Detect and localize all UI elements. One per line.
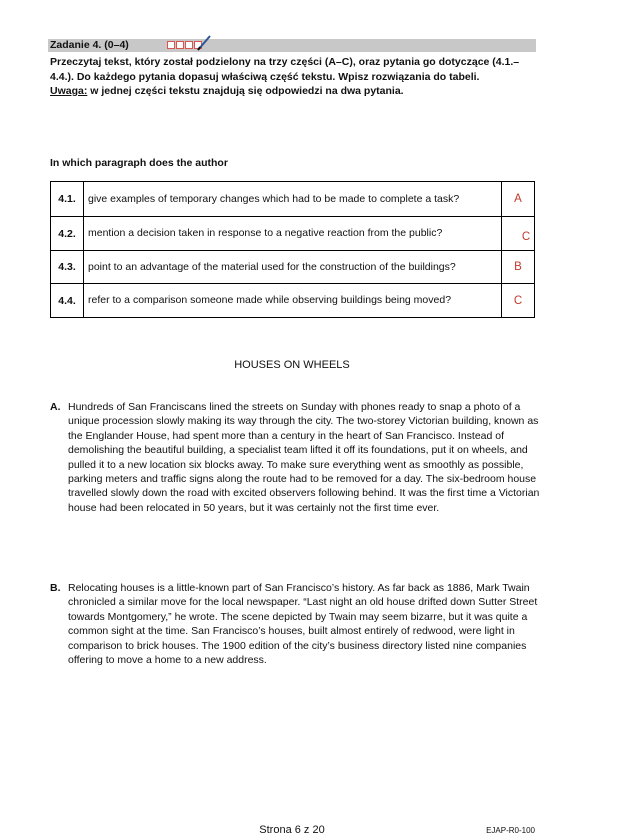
handwritten-answer: A (514, 193, 522, 205)
note-text: w jednej części tekstu znajdują się odpowiedzi na dwa pytania. (87, 85, 404, 97)
question-text: mention a decision taken in response to a negative reaction from the public? (84, 217, 502, 251)
paragraph-text: Relocating houses is a little-known part of San Francisco’s history. As far back as 1886, Mark Twain chronicled a similar move for the local newspaper. “Last night an old house drifted down Sutter Street towards Montgomery,” he wrote. The scene depicted by Twain may seem bizarre, but it was quite a common sight at the time. San Francisco’s houses, built almost entirely of redwood, were light in comparison to brick houses. The 1900 edition of the city’s business directory listed nine companies offering to move a home to a new address. (68, 582, 538, 667)
question-number: 4.3. (51, 251, 84, 284)
answer-cell[interactable] (502, 251, 535, 284)
question-text: refer to a comparison someone made while observing buildings being moved? (84, 284, 502, 318)
paragraph-letter: A. (50, 401, 61, 413)
answer-cell[interactable] (502, 182, 535, 217)
task-instructions (50, 55, 530, 99)
answer-table (50, 181, 535, 318)
page-number: Strona 6 z 20 (259, 824, 325, 836)
handwritten-answer: C (521, 230, 531, 243)
article-title: HOUSES ON WHEELS (234, 359, 350, 371)
question-number: 4.1. (51, 182, 84, 217)
question-lead: In which paragraph does the author (50, 157, 228, 169)
task-title: Zadanie 4. (0–4) (50, 39, 129, 51)
answer-cell[interactable] (502, 217, 535, 251)
score-box (167, 41, 175, 49)
paragraph-b (50, 581, 540, 667)
instruction-text: Przeczytaj tekst, który został podzielony na trzy części (A–C), oraz pytania go dotyczące (4.1.–4.4.). Do każdego pytania dopasuj właściwą część tekstu. Wpisz rozwiązania do tabeli. (50, 56, 520, 83)
paragraph-text: Hundreds of San Franciscans lined the streets on Sunday with phones ready to snap a photo of a unique procession slowly making its way through the city. The two-storey Victorian building, known as the Englander House, had spent more than a century in the heart of San Francisco. Instead of demolishing the beautiful building, a specialist team lifted it off its foundations, put it on wheels, and pulled it to a new location six blocks away. To make sure everything went as smoothly as possible, parking meters and traffic signs along the route had to be removed for a day. The six-bedroom house travelled slowly down the road with excited observers following behind. It was the first time a Victorian house had been relocated in 50 years, but it was certainly not the first time ever. (68, 401, 540, 514)
paragraph-a (50, 400, 540, 515)
answer-cell[interactable] (502, 284, 535, 318)
score-box (185, 41, 193, 49)
question-text: point to an advantage of the material used for the construction of the buildings? (84, 251, 502, 284)
table-row (51, 217, 535, 251)
table-row (51, 284, 535, 318)
question-text: give examples of temporary changes which had to be made to complete a task? (84, 182, 502, 217)
paragraph-letter: B. (50, 582, 61, 594)
note-line (50, 84, 530, 99)
handwritten-answer: C (513, 294, 523, 307)
question-number: 4.2. (51, 217, 84, 251)
table-row (51, 182, 535, 217)
handwritten-answer: B (514, 261, 522, 273)
exam-code: EJAP-R0-100 (486, 826, 535, 835)
note-label: Uwaga: (50, 85, 88, 97)
table-row (51, 251, 535, 284)
pen-icon (196, 35, 212, 51)
score-box (176, 41, 184, 49)
question-number: 4.4. (51, 284, 84, 318)
